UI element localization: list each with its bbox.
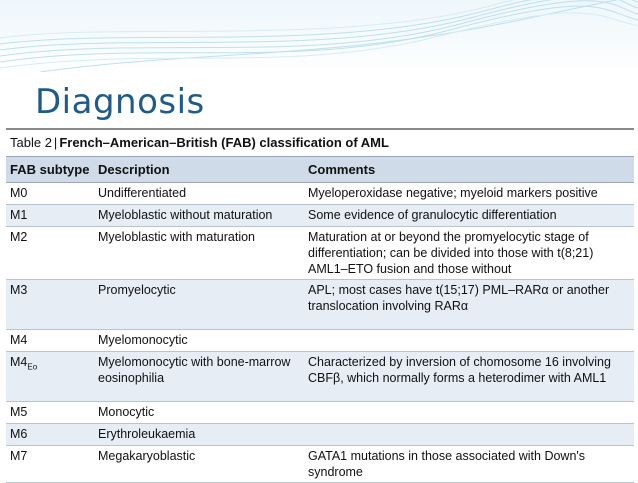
table-row — [6, 227, 634, 280]
cell-description: Monocytic — [94, 402, 304, 424]
subtype-code: M3 — [10, 283, 28, 297]
cell-subtype — [6, 446, 94, 483]
cell-comments: GATA1 mutations in those associated with Down's syndrome — [304, 446, 634, 483]
cell-comments: Some evidence of granulocytic differentiation — [304, 205, 634, 227]
decorative-top-band — [0, 0, 638, 72]
table-row — [6, 280, 634, 330]
table-header-row — [6, 157, 634, 183]
column-header-subtype: FAB subtype — [6, 157, 94, 183]
cell-subtype — [6, 352, 94, 402]
subtype-code: M4 — [10, 355, 28, 369]
cell-comments: Maturation at or beyond the promyelocytic stage of differentiation; can be divided into those with t(8;21) AML1–ETO fusion and those without — [304, 227, 634, 280]
cell-description: Myelomonocytic — [94, 330, 304, 352]
table-body — [6, 183, 634, 483]
subtype-code: M0 — [10, 186, 28, 200]
cell-subtype — [6, 227, 94, 280]
subtype-code: M6 — [10, 427, 28, 441]
caption-separator: | — [53, 135, 58, 150]
table-caption — [6, 130, 634, 156]
table-caption-title: French–American–British (FAB) classification of AML — [59, 135, 389, 150]
column-header-comments: Comments — [304, 157, 634, 183]
cell-subtype — [6, 280, 94, 330]
cell-description: Promyelocytic — [94, 280, 304, 330]
subtype-code: M5 — [10, 405, 28, 419]
table-row — [6, 205, 634, 227]
cell-subtype — [6, 402, 94, 424]
table-row — [6, 183, 634, 205]
cell-description: Myeloblastic with maturation — [94, 227, 304, 280]
cell-comments: Characterized by inversion of chomosome 16 involving CBFβ, which normally forms a heterodimer with AML1 — [304, 352, 634, 402]
column-header-description: Description — [94, 157, 304, 183]
cell-description: Erythroleukaemia — [94, 424, 304, 446]
table-row — [6, 330, 634, 352]
fab-classification-table-container — [6, 128, 634, 481]
table-row — [6, 402, 634, 424]
cell-comments — [304, 330, 634, 352]
table-row — [6, 446, 634, 483]
cell-subtype — [6, 183, 94, 205]
slide-title: Diagnosis — [35, 82, 205, 122]
cell-description: Myelomonocytic with bone-marrow eosinophilia — [94, 352, 304, 402]
cell-description: Undifferentiated — [94, 183, 304, 205]
cell-comments: Myeloperoxidase negative; myeloid markers positive — [304, 183, 634, 205]
subtype-subscript: Eo — [27, 362, 38, 372]
table-row — [6, 424, 634, 446]
subtype-code: M7 — [10, 449, 28, 463]
cell-comments — [304, 424, 634, 446]
cell-description: Megakaryoblastic — [94, 446, 304, 483]
table-row — [6, 352, 634, 402]
cell-subtype — [6, 330, 94, 352]
decorative-wave-lines — [0, 0, 638, 72]
fab-classification-table — [6, 156, 634, 483]
cell-comments: APL; most cases have t(15;17) PML–RARα or another translocation involving RARα — [304, 280, 634, 330]
table-caption-label: Table 2 — [10, 135, 52, 150]
subtype-code: M4 — [10, 333, 28, 347]
cell-comments — [304, 402, 634, 424]
subtype-code: M1 — [10, 208, 28, 222]
subtype-code: M2 — [10, 230, 28, 244]
cell-description: Myeloblastic without maturation — [94, 205, 304, 227]
cell-subtype — [6, 424, 94, 446]
cell-subtype — [6, 205, 94, 227]
